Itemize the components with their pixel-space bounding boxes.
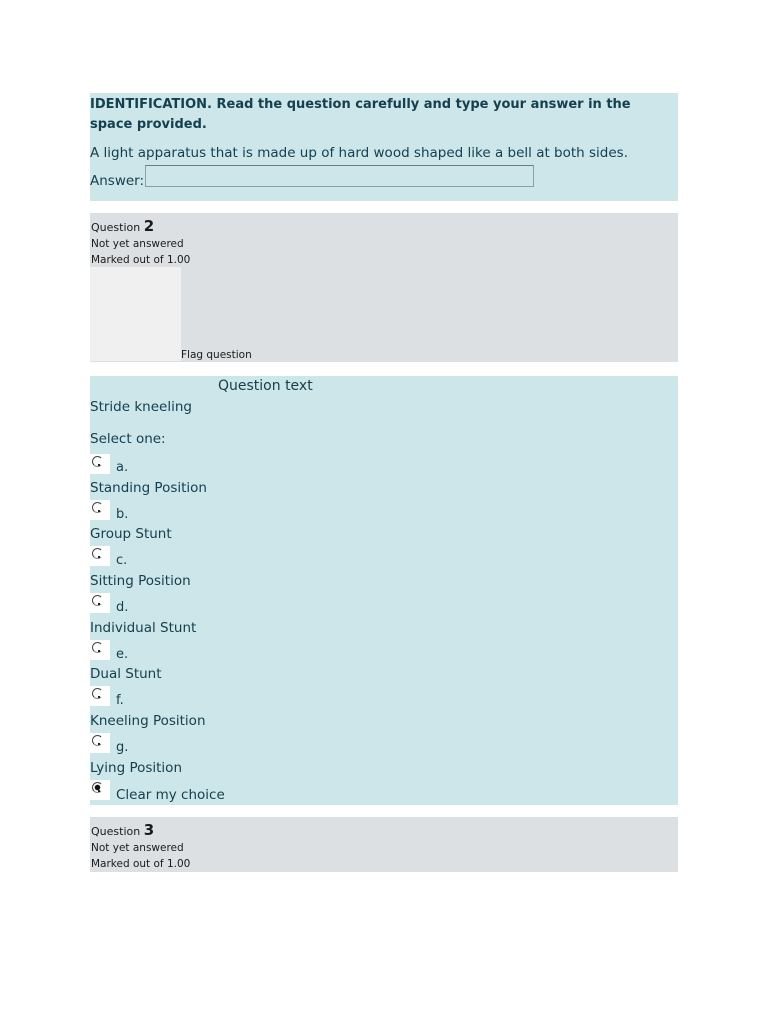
option-g-text[interactable]: Lying Position xyxy=(90,760,183,776)
option-d-radio[interactable] xyxy=(90,593,110,613)
clear-choice-radio[interactable] xyxy=(90,780,110,800)
option-d-letter: d. xyxy=(116,600,129,615)
option-e-text[interactable]: Dual Stunt xyxy=(90,666,162,682)
question-number-value: 3 xyxy=(143,821,155,839)
option-a-radio[interactable] xyxy=(90,454,110,474)
option-b-radio[interactable] xyxy=(90,500,110,520)
question-number xyxy=(91,217,154,235)
question-1-text: A light apparatus that is made up of hard wood shaped like a bell at both sides. xyxy=(90,145,629,161)
option-f-letter: f. xyxy=(116,693,124,708)
option-a-text[interactable]: Standing Position xyxy=(90,480,207,496)
question-grade: Marked out of 1.00 xyxy=(91,254,191,266)
option-d-text[interactable]: Individual Stunt xyxy=(90,620,197,636)
clear-my-choice-link[interactable]: Clear my choice xyxy=(116,787,225,803)
option-c-letter: c. xyxy=(116,553,128,568)
question-1-content xyxy=(90,93,678,201)
option-f-radio[interactable] xyxy=(90,686,110,706)
flag-icon[interactable] xyxy=(90,267,181,361)
answer-row xyxy=(90,173,144,189)
question-grade: Marked out of 1.00 xyxy=(91,858,191,870)
option-g-letter: g. xyxy=(116,740,129,755)
question-word: Question xyxy=(91,221,141,234)
answer-label: Answer: xyxy=(90,173,145,189)
header-strip xyxy=(90,376,217,397)
answer-input[interactable] xyxy=(145,165,534,187)
question-number-value: 2 xyxy=(143,217,155,235)
option-b-letter: b. xyxy=(116,507,129,522)
option-c-radio[interactable] xyxy=(90,546,110,566)
question-2-info xyxy=(90,213,678,362)
instruction-text: IDENTIFICATION. Read the question carefully and type your answer in the space provided. xyxy=(90,97,631,132)
select-one-prompt: Select one: xyxy=(90,431,166,447)
question-2-content xyxy=(90,376,678,805)
question-3-info xyxy=(90,817,678,872)
question-state: Not yet answered xyxy=(91,842,184,854)
option-a-letter: a. xyxy=(116,460,129,475)
question-state: Not yet answered xyxy=(91,238,184,250)
option-b-text[interactable]: Group Stunt xyxy=(90,526,172,542)
option-c-text[interactable]: Sitting Position xyxy=(90,573,191,589)
question-number xyxy=(91,821,154,839)
option-g-radio[interactable] xyxy=(90,733,110,753)
question-text-label: Question text xyxy=(218,378,313,394)
question-word: Question xyxy=(91,825,141,838)
option-e-letter: e. xyxy=(116,647,129,662)
flag-question-link[interactable]: Flag question xyxy=(181,349,252,361)
question-2-stem: Stride kneeling xyxy=(90,399,192,415)
option-e-radio[interactable] xyxy=(90,640,110,660)
option-f-text[interactable]: Kneeling Position xyxy=(90,713,206,729)
question-text-header xyxy=(90,376,678,397)
